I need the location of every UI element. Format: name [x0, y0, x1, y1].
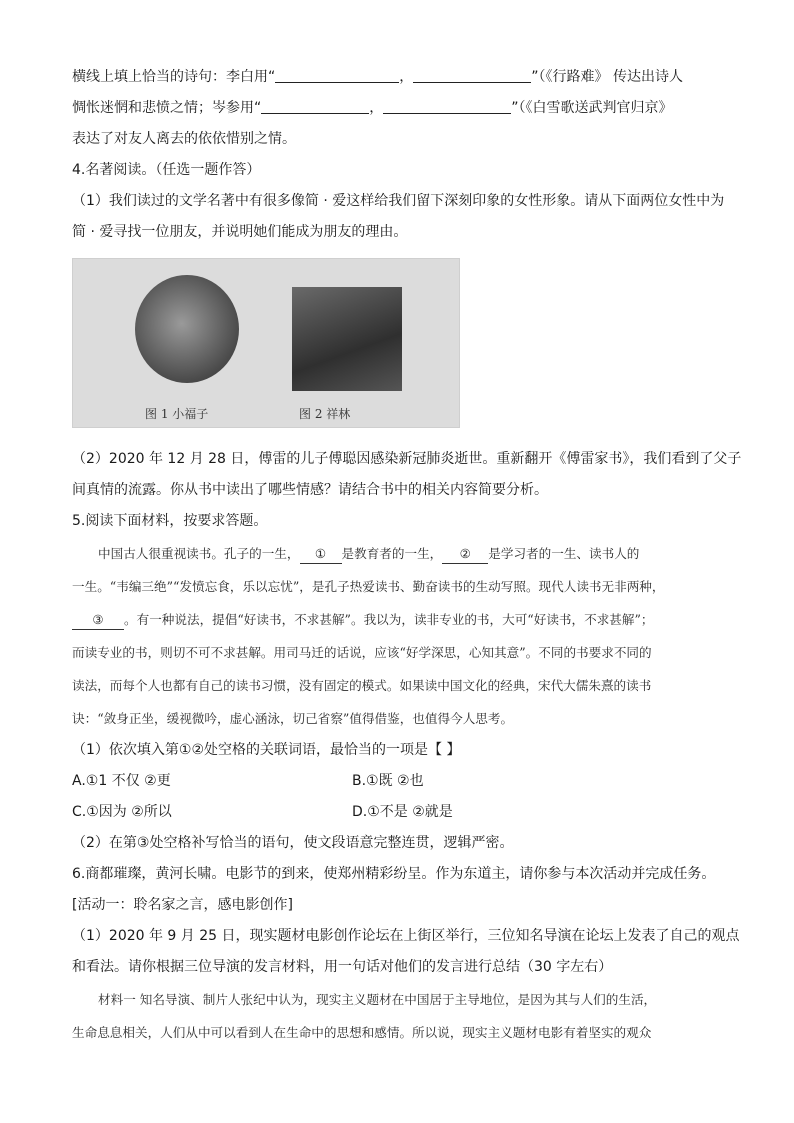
- option-b[interactable]: B.①既 ②也: [352, 773, 424, 789]
- q5-title: 5.阅读下面材料，按要求答题。: [72, 513, 268, 529]
- q5-material: [72, 537, 732, 735]
- text: ”（《行路难》 传达出诗人: [531, 69, 683, 85]
- material-line: 一生。“韦编三绝”“发愤忘食，乐以忘忧”，是孔子热爱读书、勤奋读书的生动写照。现代人读书无非两种，: [72, 579, 665, 594]
- q6-title: 6.商都璀璨，黄河长啸。电影节的到来，使郑州精彩纷呈。作为东道主，请你参与本次活动并完成任务。: [72, 866, 716, 882]
- text: 。有一种说法，提倡“好读书，不求甚解”。我以为，读非专业的书，大可“好读书，不求甚解”；: [124, 612, 654, 627]
- figure-2-image: [292, 287, 402, 391]
- figure-1-caption: 图 1 小福子: [145, 407, 209, 421]
- document-page: [72, 62, 742, 1049]
- q3-line-2: [72, 93, 732, 124]
- q3-line-3: 表达了对友人离去的依依惜别之情。: [72, 131, 296, 147]
- text: 横线上填上恰当的诗句：李白用“: [72, 69, 276, 85]
- text: 是教育者的一生，: [341, 546, 443, 561]
- option-a[interactable]: A.①1 不仅 ②更: [72, 773, 171, 789]
- text: ，: [399, 69, 414, 85]
- q6-activity-1: [活动一：聆名家之言，感电影创作]: [72, 897, 293, 913]
- text: 惆怅迷惘和悲愤之情；岑参用“: [72, 100, 262, 116]
- option-c[interactable]: C.①因为 ②所以: [72, 804, 172, 820]
- options-row-1: [72, 766, 732, 797]
- q4-part1-line-2: 简 · 爱寻找一位朋友，并说明她们能成为朋友的理由。: [72, 224, 408, 240]
- q6-material: [72, 983, 732, 1049]
- option-d[interactable]: D.①不是 ②就是: [352, 804, 453, 820]
- q5-sub1: （1）依次填入第①②处空格的关联词语，最恰当的一项是【 】: [72, 742, 461, 758]
- figure-photo: [72, 258, 460, 428]
- q4-part2-line-2: 间真情的流露。你从书中读出了哪些情感？请结合书中的相关内容简要分析。: [72, 482, 548, 498]
- material-line: [72, 537, 732, 570]
- material-line: [72, 603, 732, 636]
- q4-part2-line-1: （2）2020 年 12 月 28 日，傅雷的儿子傅聪因感染新冠肺炎逝世。重新翻开《傅雷家书》，我们看到了父子: [72, 451, 742, 467]
- text: 是学习者的一生、读书人的: [488, 546, 640, 561]
- material-line: 读法，而每个人也都有自己的读书习惯，没有固定的模式。如果读中国文化的经典，宋代大儒朱熹的读书: [72, 678, 652, 693]
- q3-line-1: [72, 62, 732, 93]
- text: ”（《白雪歌送武判官归京》: [511, 100, 673, 116]
- answer-blank[interactable]: [383, 99, 511, 114]
- material-line: 生命息息相关，人们从中可以看到人在生命中的思想和感情。所以说，现实主义题材电影有着坚实的观众: [72, 1025, 652, 1040]
- figure-1-image: [135, 275, 239, 383]
- answer-blank[interactable]: [261, 99, 369, 114]
- q6-sub1-line-2: 和看法。请你根据三位导演的发言材料，用一句话对他们的发言进行总结（30 字左右）: [72, 959, 613, 975]
- q4-part1-line-1: （1）我们读过的文学名著中有很多像简 · 爱这样给我们留下深刻印象的女性形象。请从下面两位女性中为: [72, 193, 725, 209]
- q4-title: 4.名著阅读。（任选一题作答）: [72, 162, 261, 178]
- q6-sub1-line-1: （1）2020 年 9 月 25 日，现实题材电影创作论坛在上街区举行，三位知名导演在论坛上发表了自己的观点: [72, 928, 740, 944]
- answer-blank[interactable]: [413, 68, 531, 83]
- text: 中国古人很重视读书。孔子的一生，: [98, 546, 300, 561]
- material-line: 诀：“敛身正坐，缓视微吟，虚心涵泳，切己省察”值得借鉴，也值得今人思考。: [72, 711, 514, 726]
- q5-sub2: （2）在第③处空格补写恰当的语句，使文段语意完整连贯，逻辑严密。: [72, 835, 514, 851]
- figure-2-caption: 图 2 祥林: [299, 407, 351, 421]
- material-line: 而读专业的书，则切不可不求甚解。用司马迁的话说，应该“好学深思，心知其意”。不同的书要求不同的: [72, 645, 652, 660]
- text: ，: [369, 100, 384, 116]
- answer-blank[interactable]: [275, 68, 399, 83]
- blank-3[interactable]: ③: [72, 611, 124, 630]
- blank-1[interactable]: ①: [300, 545, 342, 564]
- options-row-2: [72, 797, 732, 828]
- material-line: 材料一 知名导演、制片人张纪中认为，现实主义题材在中国居于主导地位，是因为其与人们的生活，: [98, 992, 657, 1007]
- blank-2[interactable]: ②: [442, 545, 488, 564]
